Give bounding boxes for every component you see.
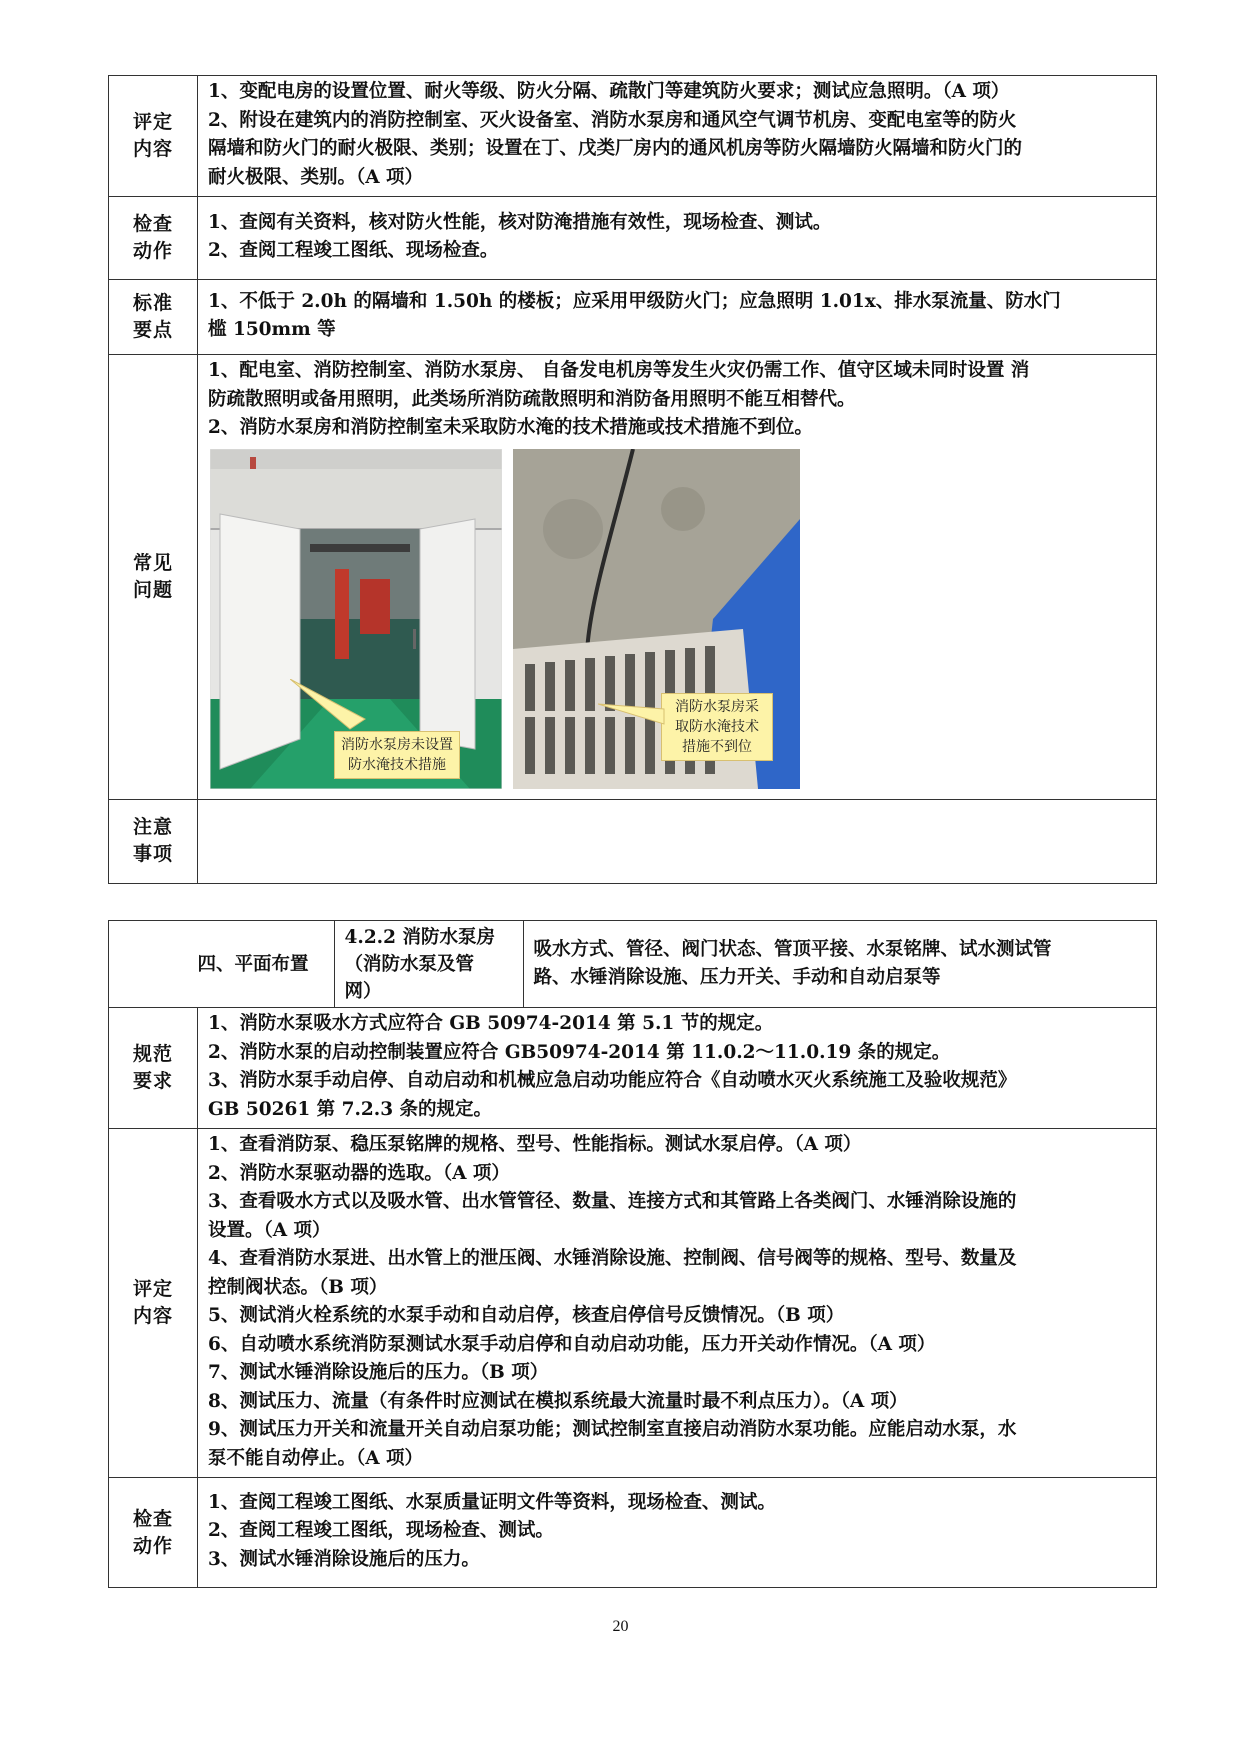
text-line: 2、消防水泵房和消防控制室未采取防水淹的技术措施或技术措施不到位。 [208, 417, 813, 438]
drain-grate-photo [513, 449, 800, 789]
row-body [198, 1129, 1157, 1478]
text-line: 隔墙和防火门的耐火极限、类别；设置在丁、戊类厂房内的通风机房等防火隔墙防火隔墙和防火门的 [208, 138, 1023, 159]
table-header-row [109, 921, 1157, 1008]
text-line: 控制阀状态。（B 项） [208, 1276, 388, 1298]
text-line: 3、测试水锤消除设施后的压力。 [208, 1548, 480, 1570]
callout-line: 取防水淹技术 [675, 718, 759, 735]
inspection-table-2 [108, 920, 1157, 1588]
text-line: 1、配电室、消防控制室、消防水泵房、 自备发电机房等发生火灾仍需工作、值守区域未同时设置 消 [208, 360, 1030, 381]
row-body [198, 197, 1157, 280]
text-line: 防疏散照明或备用照明，此类场所消防疏散照明和消防备用照明不能互相替代。 [208, 388, 856, 410]
row-label [109, 355, 198, 800]
label-line: 动作 [132, 1534, 173, 1557]
item-title-line: 4.2.2 消防水泵房 [344, 926, 495, 948]
text-line: 泵不能自动停止。（A 项） [208, 1447, 424, 1469]
item-title [334, 921, 523, 1008]
row-label [109, 197, 198, 280]
row-standard-points [109, 280, 1157, 355]
row-body [198, 355, 1157, 800]
text-line: 3、消防水泵手动启停、自动启动和机械应急启动功能应符合《自动喷水灭火系统施工及验收规范》 [208, 1070, 1017, 1091]
label-line: 事项 [132, 843, 173, 865]
text-line: 设置。（A 项） [208, 1219, 331, 1241]
text-line: 2、消防水泵驱动器的选取。（A 项） [208, 1162, 510, 1184]
text-line: 3、查看吸水方式以及吸水管、出水管管径、数量、连接方式和其管路上各类阀门、水锤消除设施的 [208, 1191, 1017, 1212]
text-line: 4、查看消防水泵进、出水管上的泄压阀、水锤消除设施、控制阀、信号阀等的规格、型号、数量及 [208, 1248, 1017, 1269]
row-body [198, 1478, 1157, 1588]
item-title-line: 网） [344, 980, 382, 1002]
row-label [109, 799, 198, 883]
item-title-line: （消防水泵及管 [344, 953, 475, 975]
row-body [198, 280, 1157, 355]
text-line: 1、变配电房的设置位置、耐火等级、防火分隔、疏散门等建筑防火要求；测试应急照明。（A 项） [208, 81, 1010, 102]
item-scope-line: 路、水锤消除设施、压力开关、手动和自动启泵等 [533, 967, 941, 988]
label-line: 内容 [132, 138, 173, 160]
callout-pointer [598, 699, 668, 729]
text-line: 2、查阅工程竣工图纸、现场检查。 [208, 240, 499, 261]
label-line: 动作 [132, 240, 173, 262]
row-label [109, 1008, 198, 1129]
text-line: 8、测试压力、流量（有条件时应测试在模拟系统最大流量时最不利点压力）。（A 项） [208, 1390, 908, 1412]
text-line: 7、测试水锤消除设施后的压力。（B 项） [208, 1362, 549, 1383]
text-line: 6、自动喷水系统消防泵测试水泵手动启停和自动启动功能，压力开关动作情况。（A 项） [208, 1333, 936, 1355]
label-line: 标准 [132, 292, 173, 314]
text-line: 5、测试消火栓系统的水泵手动和自动启停，核查启停信号反馈情况。（B 项） [208, 1305, 845, 1326]
text-line: 1、查阅工程竣工图纸、水泵质量证明文件等资料，现场检查、测试。 [208, 1491, 776, 1513]
label-line: 检查 [132, 213, 173, 235]
text-line: 1、查看消防泵、稳压泵铭牌的规格、型号、性能指标。测试水泵启停。（A 项） [208, 1134, 862, 1155]
text-line: 1、不低于 2.0h 的隔墙和 1.50h 的楼板；应采用甲级防火门；应急照明 1.01x、排水泵流量、防水门 [208, 290, 1061, 312]
text-line: GB 50261 第 7.2.3 条的规定。 [208, 1098, 493, 1120]
text-line: 2、消防水泵的启动控制装置应符合 GB50974-2014 第 11.0.2～11.0.19 条的规定。 [208, 1041, 951, 1063]
row-label [109, 76, 198, 197]
photo-callout [661, 693, 773, 761]
row-evaluation-content [109, 1129, 1157, 1478]
label-line: 注意 [132, 816, 173, 838]
label-line: 检查 [132, 1507, 173, 1530]
row-body [198, 1008, 1157, 1129]
header-spacer [109, 921, 198, 1008]
row-evaluation-content [109, 76, 1157, 197]
text-line: 耐火极限、类别。（A 项） [208, 166, 424, 188]
text-line: 槛 150mm 等 [208, 319, 336, 340]
section-title: 四、平面布置 [198, 921, 335, 1008]
label-line: 问题 [132, 578, 173, 601]
photo-area [208, 449, 1146, 795]
row-body [198, 76, 1157, 197]
callout-pointer [290, 679, 370, 739]
callout-line: 措施不到位 [682, 738, 752, 755]
page-number: 20 [612, 1618, 629, 1635]
row-label [109, 1129, 198, 1478]
inspection-table-1 [108, 75, 1157, 884]
row-label [109, 1478, 198, 1588]
row-notes [109, 799, 1157, 883]
callout-line: 消防水泵房采 [675, 698, 759, 715]
label-line: 内容 [132, 1305, 173, 1327]
text-line: 9、测试压力开关和流量开关自动启泵功能；测试控制室直接启动消防水泵功能。应能启动水泵，水 [208, 1419, 1017, 1440]
item-scope-line: 吸水方式、管径、阀门状态、管顶平接、水泵铭牌、试水测试管 [533, 939, 1052, 960]
text-line: 2、查阅工程竣工图纸，现场检查、测试。 [208, 1520, 554, 1542]
row-label [109, 280, 198, 355]
label-line: 评定 [132, 1278, 173, 1300]
text-line: 1、消防水泵吸水方式应符合 GB 50974-2014 第 5.1 节的规定。 [208, 1013, 774, 1034]
pump-room-photo [210, 449, 502, 789]
callout-line: 防水淹技术措施 [348, 756, 446, 773]
callout-line: 消防水泵房未设置 [341, 736, 453, 753]
label-line: 要点 [132, 319, 173, 341]
label-line: 要求 [132, 1070, 173, 1092]
row-spec-requirements [109, 1008, 1157, 1129]
item-scope [523, 921, 1157, 1008]
row-body [198, 799, 1157, 883]
label-line: 规范 [132, 1043, 173, 1065]
label-line: 评定 [132, 111, 173, 133]
text-line: 2、附设在建筑内的消防控制室、灭火设备室、消防水泵房和通风空气调节机房、变配电室等的防火 [208, 109, 1017, 131]
row-check-actions [109, 197, 1157, 280]
label-line: 常见 [132, 551, 173, 574]
row-check-actions [109, 1478, 1157, 1588]
text-line: 1、查阅有关资料，核对防火性能，核对防淹措施有效性，现场检查、测试。 [208, 211, 832, 233]
row-common-problems [109, 355, 1157, 800]
